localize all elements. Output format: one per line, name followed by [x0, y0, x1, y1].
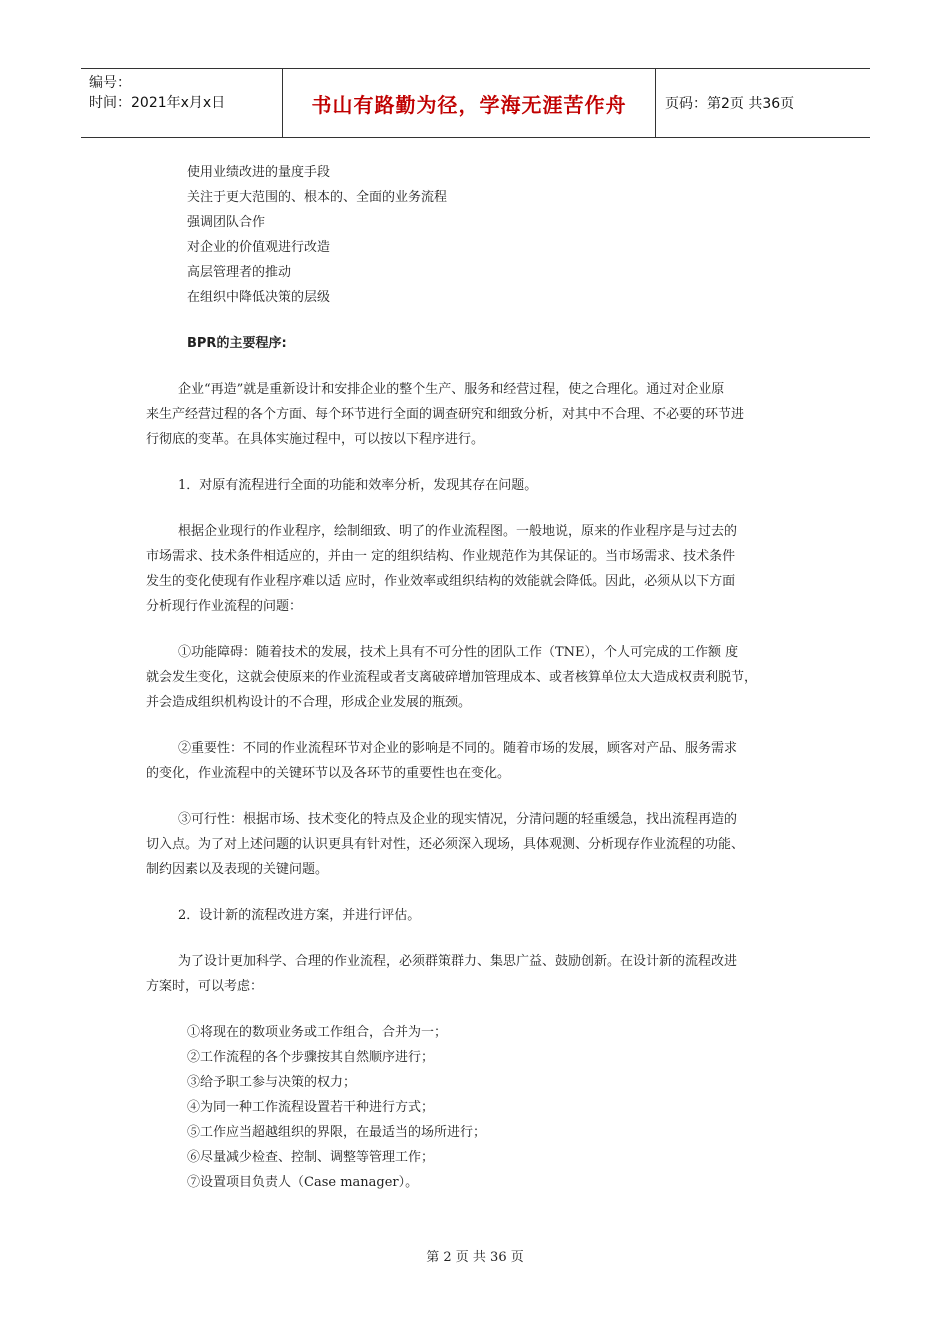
spacer — [146, 452, 810, 473]
header-meta — [89, 73, 225, 113]
list-item: ④为同一种工作流程设置若干种进行方式； — [187, 1100, 435, 1115]
list-item: 使用业绩改进的量度手段 — [187, 165, 331, 180]
paragraph-line: 市场需求、技术条件相适应的，并由一 定的组织结构、作业规范作为其保证的。当市场需求、技术条件 — [146, 549, 736, 564]
spacer — [146, 786, 810, 807]
paragraph-line: 企业“再造”就是重新设计和安排企业的整个生产、服务和经营过程，使之合理化。通过对企业原 — [178, 382, 725, 397]
document-date: 时间：2021年x月x日 — [89, 95, 226, 111]
spacer — [146, 928, 810, 949]
document-number: 编号： — [89, 75, 131, 91]
point2-paragraph — [146, 736, 810, 786]
list-item: ①将现在的数项业务或工作组合，合并为一； — [187, 1025, 448, 1040]
paragraph-line: 的变化，作业流程中的关键环节以及各环节的重要性也在变化。 — [146, 766, 511, 781]
spacer — [146, 310, 810, 331]
paragraph-line: 并会造成组织机构设计的不合理，形成企业发展的瓶颈。 — [146, 695, 472, 710]
step-heading: 2．设计新的流程改进方案，并进行评估。 — [178, 908, 421, 923]
list-item: 强调团队合作 — [187, 215, 266, 230]
paragraph-line: 发生的变化使现有作业程序难以适 应时，作业效率或组织结构的效能就会降低。因此，必须从以下方面 — [146, 574, 736, 589]
feature-list — [146, 160, 810, 310]
step1-paragraph — [146, 519, 810, 619]
spacer — [146, 356, 810, 377]
paragraph-line: 行彻底的变革。在具体实施过程中，可以按以下程序进行。 — [146, 432, 485, 447]
section-heading: BPR的主要程序: — [187, 336, 287, 351]
paragraph-line: 切入点。为了对上述问题的认识更具有针对性，还必须深入现场，具体观测、分析现存作业流程的功能、 — [146, 837, 745, 852]
paragraph-line: 方案时，可以考虑： — [146, 979, 264, 994]
header-page-number: 页码：第2页 共36页 — [665, 96, 795, 112]
point1-paragraph — [146, 640, 810, 715]
spacer — [146, 619, 810, 640]
spacer — [146, 882, 810, 903]
step2-paragraph — [146, 949, 810, 999]
page-footer: 第 2 页 共 36 页 — [426, 1250, 524, 1265]
list-item: 关注于更大范围的、根本的、全面的业务流程 — [187, 190, 448, 205]
paragraph-line: ②重要性：不同的作业流程环节对企业的影响是不同的。随着市场的发展，顾客对产品、服务需求 — [178, 741, 738, 756]
spacer — [146, 715, 810, 736]
page-header — [81, 68, 870, 138]
list-item: ⑥尽量减少检查、控制、调整等管理工作； — [187, 1150, 435, 1165]
document-body — [146, 160, 810, 1195]
list-item: 高层管理者的推动 — [187, 265, 292, 280]
paragraph-line: 为了设计更加科学、合理的作业流程，必须群策群力、集思广益、鼓励创新。在设计新的流程改进 — [178, 954, 738, 969]
list-item: ⑦设置项目负责人（Case manager）。 — [187, 1175, 419, 1190]
list-item: ②工作流程的各个步骤按其自然顺序进行； — [187, 1050, 435, 1065]
paragraph-line: 就会发生变化，这就会使原来的作业流程或者支离破碎增加管理成本、或者核算单位太大造成权责利脱节， — [146, 670, 758, 685]
list-item: 对企业的价值观进行改造 — [187, 240, 331, 255]
spacer — [146, 999, 810, 1020]
list-item: 在组织中降低决策的层级 — [187, 290, 331, 305]
paragraph-line: 制约因素以及表现的关键问题。 — [146, 862, 329, 877]
paragraph-line: 根据企业现行的作业程序，绘制细致、明了的作业流程图。一般地说，原来的作业程序是与过去的 — [178, 524, 738, 539]
list-item: ③给予职工参与决策的权力； — [187, 1075, 357, 1090]
header-divider — [655, 69, 656, 137]
intro-paragraph — [146, 377, 810, 452]
paragraph-line: 分析现行作业流程的问题： — [146, 599, 303, 614]
consideration-list — [146, 1020, 810, 1195]
point3-paragraph — [146, 807, 810, 882]
paragraph-line: 来生产经营过程的各个方面、每个环节进行全面的调查研究和细致分析，对其中不合理、不必要的环节进 — [146, 407, 745, 422]
paragraph-line: ③可行性：根据市场、技术变化的特点及企业的现实情况，分清问题的轻重缓急，找出流程再造的 — [178, 812, 738, 827]
list-item: ⑤工作应当超越组织的界限，在最适当的场所进行； — [187, 1125, 487, 1140]
paragraph-line: ①功能障碍：随着技术的发展，技术上具有不可分性的团队工作（TNE），个人可完成的工作额 度 — [178, 645, 739, 660]
step-heading: 1．对原有流程进行全面的功能和效率分析，发现其存在问题。 — [178, 478, 538, 493]
spacer — [146, 498, 810, 519]
header-motto: 书山有路勤为径，学海无涯苦作舟 — [311, 92, 627, 117]
